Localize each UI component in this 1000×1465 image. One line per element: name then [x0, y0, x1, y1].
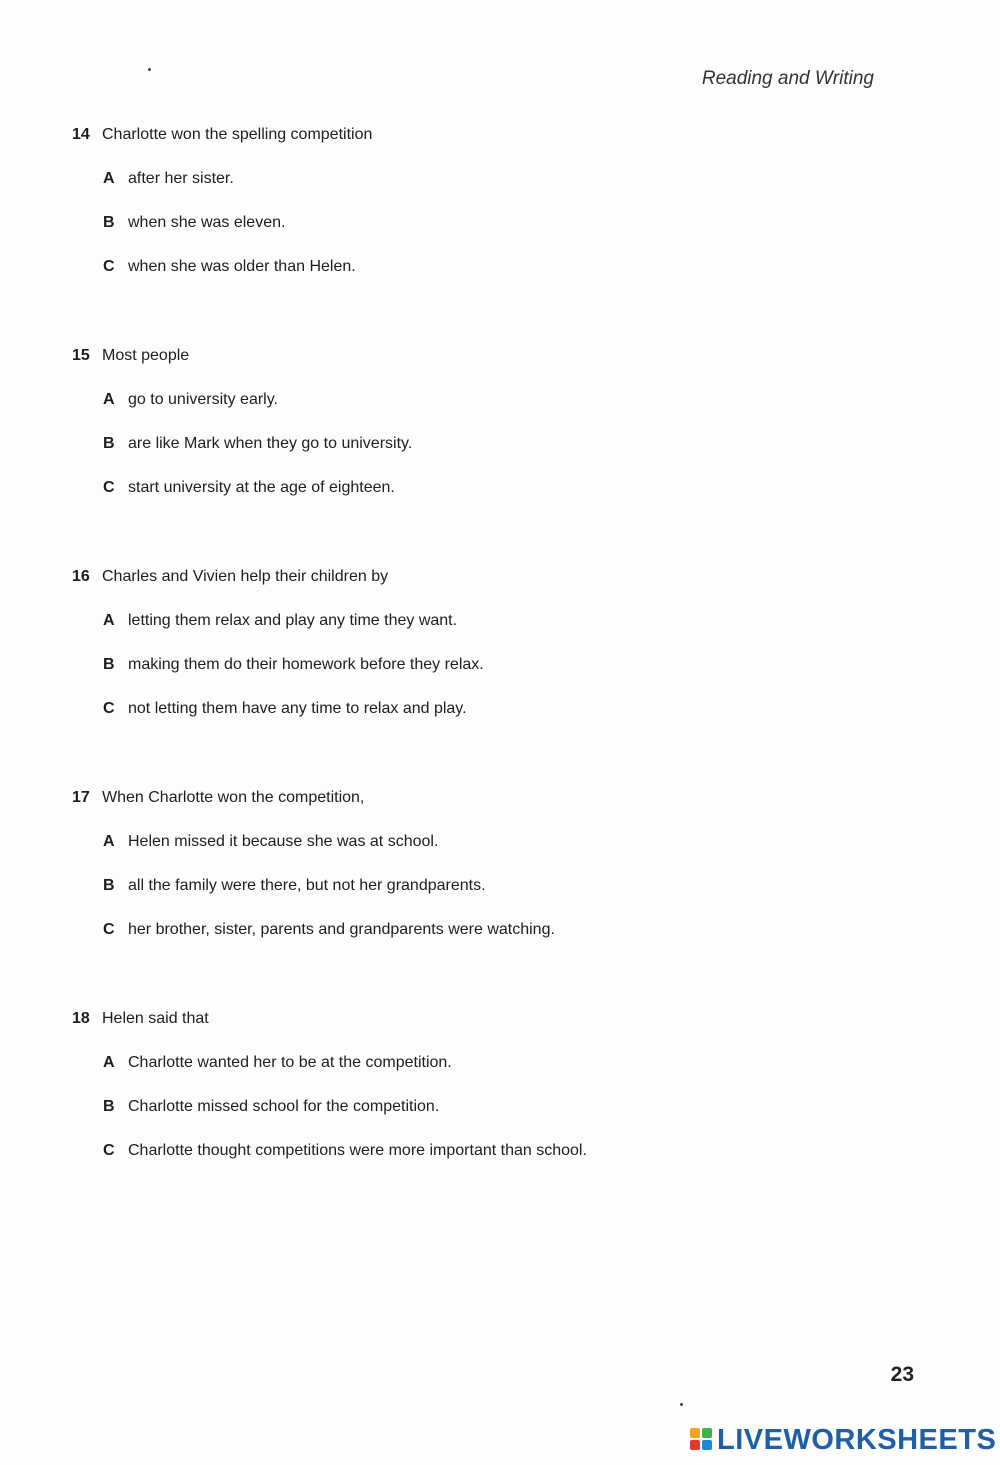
option-b[interactable]: [103, 212, 372, 234]
option-text: go to university early.: [128, 391, 278, 408]
option-text: Charlotte missed school for the competition.: [128, 1098, 440, 1115]
option-letter: A: [103, 1054, 115, 1071]
question-15: [72, 345, 412, 499]
option-text: letting them relax and play any time they want.: [128, 612, 458, 629]
option-letter: A: [103, 391, 115, 408]
question-stem-row: [72, 787, 555, 809]
option-a[interactable]: [103, 831, 555, 853]
option-text: Charlotte thought competitions were more important than school.: [128, 1142, 587, 1159]
liveworksheets-logo-icon: [690, 1428, 714, 1452]
option-letter: B: [103, 656, 115, 673]
option-letter: C: [103, 700, 115, 717]
option-a[interactable]: [103, 168, 372, 190]
option-text: Charlotte wanted her to be at the competition.: [128, 1054, 452, 1071]
option-letter: B: [103, 1098, 115, 1115]
option-text: her brother, sister, parents and grandparents were watching.: [128, 921, 555, 938]
option-a[interactable]: [103, 1052, 587, 1074]
option-c[interactable]: [103, 256, 372, 278]
question-stem: Most people: [102, 347, 190, 364]
question-stem: Helen said that: [102, 1010, 209, 1027]
question-number: 14: [72, 126, 90, 143]
option-text: are like Mark when they go to university.: [128, 435, 413, 452]
option-letter: A: [103, 170, 115, 187]
question-number: 15: [72, 347, 90, 364]
option-text: when she was older than Helen.: [128, 258, 356, 275]
option-text: after her sister.: [128, 170, 234, 187]
option-c[interactable]: [103, 698, 484, 720]
option-letter: C: [103, 479, 115, 496]
option-letter: B: [103, 877, 115, 894]
option-a[interactable]: [103, 610, 484, 632]
option-text: making them do their homework before they relax.: [128, 656, 484, 673]
question-stem: Charles and Vivien help their children by: [102, 568, 389, 585]
option-letter: B: [103, 214, 115, 231]
liveworksheets-logo[interactable]: [690, 1422, 996, 1458]
question-14: [72, 124, 372, 278]
question-stem-row: [72, 345, 412, 367]
option-text: all the family were there, but not her grandparents.: [128, 877, 486, 894]
option-text: start university at the age of eighteen.: [128, 479, 395, 496]
question-stem-row: [72, 1008, 587, 1030]
question-stem-row: [72, 124, 372, 146]
section-title: Reading and Writing: [701, 68, 874, 89]
question-17: [72, 787, 555, 941]
option-letter: C: [103, 258, 115, 275]
option-b[interactable]: [103, 1096, 587, 1118]
option-letter: B: [103, 435, 115, 452]
page-number: 23: [890, 1363, 914, 1386]
question-stem: When Charlotte won the competition,: [102, 789, 365, 806]
option-letter: A: [103, 612, 115, 629]
option-c[interactable]: [103, 477, 412, 499]
logo-text: LIVEWORKSHEETS: [717, 1423, 997, 1456]
option-b[interactable]: [103, 433, 412, 455]
question-stem-row: [72, 566, 484, 588]
question-stem: Charlotte won the spelling competition: [102, 126, 373, 143]
option-letter: A: [103, 833, 115, 850]
speck-mark: [680, 1403, 683, 1406]
option-text: not letting them have any time to relax and play.: [128, 700, 467, 717]
option-text: Helen missed it because she was at school.: [128, 833, 439, 850]
question-number: 16: [72, 568, 90, 585]
question-16: [72, 566, 484, 720]
speck-mark: [148, 68, 151, 71]
option-c[interactable]: [103, 919, 555, 941]
option-c[interactable]: [103, 1140, 587, 1162]
option-a[interactable]: [103, 389, 412, 411]
question-number: 18: [72, 1010, 90, 1027]
option-letter: C: [103, 1142, 115, 1159]
option-text: when she was eleven.: [128, 214, 286, 231]
option-b[interactable]: [103, 654, 484, 676]
option-b[interactable]: [103, 875, 555, 897]
question-number: 17: [72, 789, 90, 806]
option-letter: C: [103, 921, 115, 938]
question-18: [72, 1008, 587, 1162]
